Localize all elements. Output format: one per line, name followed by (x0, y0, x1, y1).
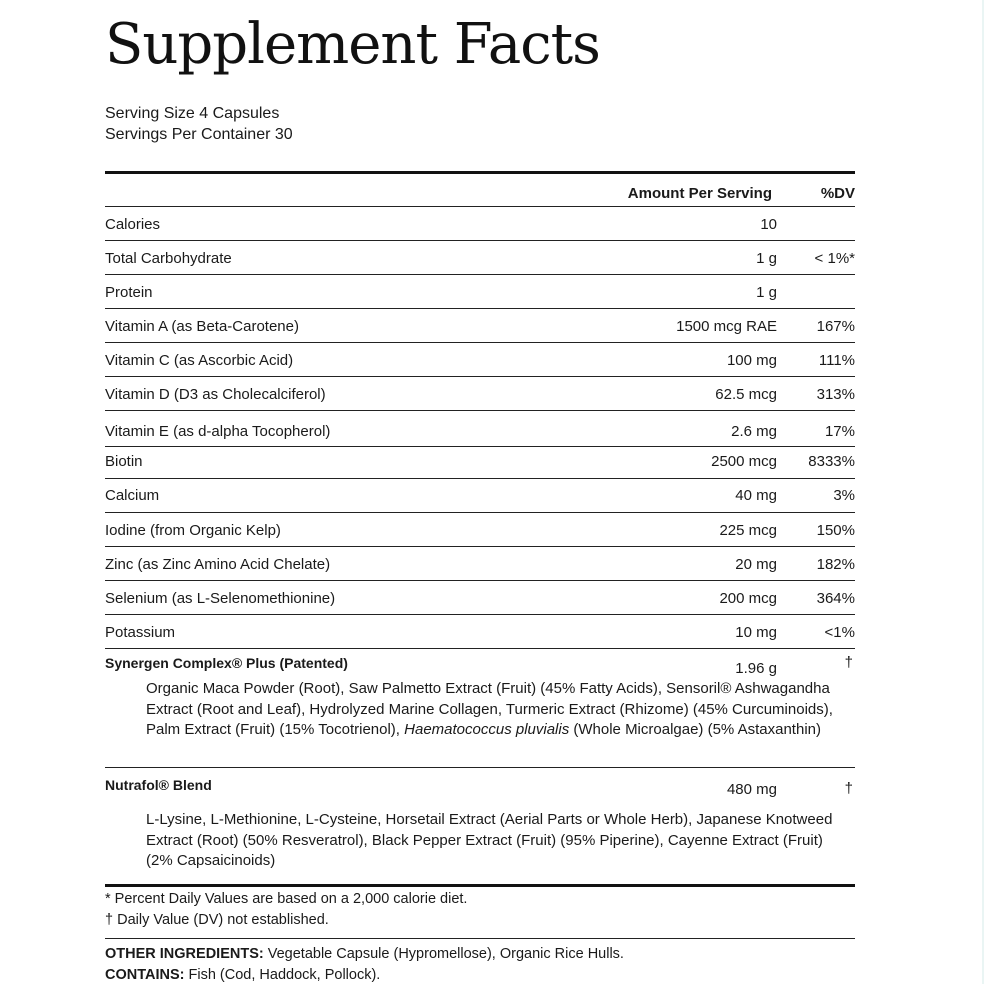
nutrient-name: Calories (105, 216, 161, 233)
nutrient-amount: 2.6 mg (731, 423, 777, 440)
nutrient-name: Vitamin D (D3 as Cholecalciferol) (105, 386, 326, 403)
nutrient-name: Selenium (as L-Selenomethionine) (105, 590, 336, 607)
contains-text: Fish (Cod, Haddock, Pollock). (184, 967, 381, 983)
footnote-dv-not-established: † Daily Value (DV) not established. (105, 912, 329, 928)
footer-rule (105, 938, 855, 939)
nutrient-amount: 1 g (756, 250, 777, 267)
blend-ingredients-text: (Whole Microalgae) (5% Astaxanthin) (569, 721, 821, 738)
row-divider (105, 342, 855, 343)
nutrient-dv: < 1%* (814, 250, 855, 267)
dv-header: %DV (820, 185, 855, 202)
contains (105, 967, 380, 983)
row-divider (105, 376, 855, 377)
nutrient-dv: 3% (833, 487, 855, 504)
nutrient-amount: 2500 mcg (711, 453, 777, 470)
blend-amount: 1.96 g (735, 660, 777, 677)
row-divider (105, 410, 855, 411)
servings-per-container: Servings Per Container 30 (105, 126, 293, 143)
nutrient-name: Protein (105, 284, 153, 301)
row-divider (105, 648, 855, 649)
blend-dv: † (844, 654, 853, 671)
nutrient-name: Total Carbohydrate (105, 250, 232, 267)
panel-title: Supplement Facts (105, 12, 600, 77)
nutrient-amount: 10 mg (735, 624, 777, 641)
nutrient-amount: 40 mg (735, 487, 777, 504)
blend-ingredients: L-Lysine, L-Methionine, L-Cysteine, Horsetail Extract (Aerial Parts or Whole Herb), Japanese Knotweed Extract (Root) (50% Resveratrol), Black Pepper Extract (Fruit) (95% Piperine), Cayenne Extract (Fruit) (2% Capsaicinoids) (146, 811, 833, 869)
footnote-percent-dv: * Percent Daily Values are based on a 2,000 calorie diet. (105, 891, 468, 907)
nutrient-name: Biotin (105, 453, 143, 470)
row-divider (105, 614, 855, 615)
serving-size: Serving Size 4 Capsules (105, 105, 280, 122)
blend-dv: † (844, 780, 853, 797)
contains-label: CONTAINS: (105, 967, 185, 983)
nutrient-dv: 364% (816, 590, 855, 607)
nutrient-dv: 111% (818, 352, 855, 369)
row-divider (105, 478, 855, 479)
nutrient-name: Calcium (105, 487, 160, 504)
nutrient-dv: 313% (816, 386, 855, 403)
nutrient-name: Vitamin C (as Ascorbic Acid) (105, 352, 294, 369)
nutrient-name: Vitamin E (as d-alpha Tocopherol) (105, 423, 331, 440)
blend-name: Nutrafol® Blend (105, 777, 212, 793)
nutrient-amount: 1 g (756, 284, 777, 301)
blend-ingredients-italic: Haematococcus pluvialis (404, 721, 570, 738)
nutrient-amount: 100 mg (726, 352, 777, 369)
row-divider (105, 546, 855, 547)
nutrient-dv: 167% (816, 318, 855, 335)
other-ingredients-text: Vegetable Capsule (Hypromellose), Organic Rice Hulls. (263, 946, 624, 962)
nutrient-amount: 62.5 mcg (715, 386, 777, 403)
top-rule (105, 171, 855, 174)
blend-amount: 480 mg (726, 781, 777, 798)
nutrient-name: Iodine (from Organic Kelp) (105, 522, 281, 539)
blend-ingredients (146, 679, 836, 741)
row-divider (105, 512, 855, 513)
nutrient-dv: <1% (824, 624, 855, 641)
row-divider (105, 580, 855, 581)
nutrient-name: Zinc (as Zinc Amino Acid Chelate) (105, 556, 331, 573)
row-divider (105, 446, 855, 447)
nutrient-amount: 200 mcg (719, 590, 777, 607)
amount-per-serving-header: Amount Per Serving (627, 185, 772, 202)
row-divider (105, 206, 855, 207)
nutrient-name: Potassium (105, 624, 176, 641)
other-ingredients-label: OTHER INGREDIENTS: (105, 946, 264, 962)
nutrient-amount: 225 mcg (719, 522, 777, 539)
row-divider (105, 308, 855, 309)
row-divider (105, 274, 855, 275)
nutrient-amount: 20 mg (735, 556, 777, 573)
blend-ingredients-text: Organic Maca Powder (Root), Saw Palmetto Extract (Fruit) (45% Fatty Acids), Sensoril® Ashwagandha Extract (Root and Leaf), Hydrolyzed Marine Collagen, Turmeric Extract (Rhizome) (45% Curcuminoids), Palm Extract (Fruit) (15% Tocotrienol), (146, 680, 833, 738)
row-divider (105, 240, 855, 241)
nutrient-dv: 8333% (808, 453, 855, 470)
nutrient-amount: 1500 mcg RAE (676, 318, 777, 335)
nutrient-amount: 10 (760, 216, 777, 233)
nutrient-dv: 182% (816, 556, 855, 573)
nutrient-name: Vitamin A (as Beta-Carotene) (105, 318, 299, 335)
bottom-rule (105, 884, 855, 887)
nutrient-dv: 150% (816, 522, 855, 539)
other-ingredients (105, 946, 624, 962)
nutrient-dv: 17% (824, 423, 855, 440)
row-divider (105, 767, 855, 768)
blend-name: Synergen Complex® Plus (Patented) (105, 655, 348, 671)
